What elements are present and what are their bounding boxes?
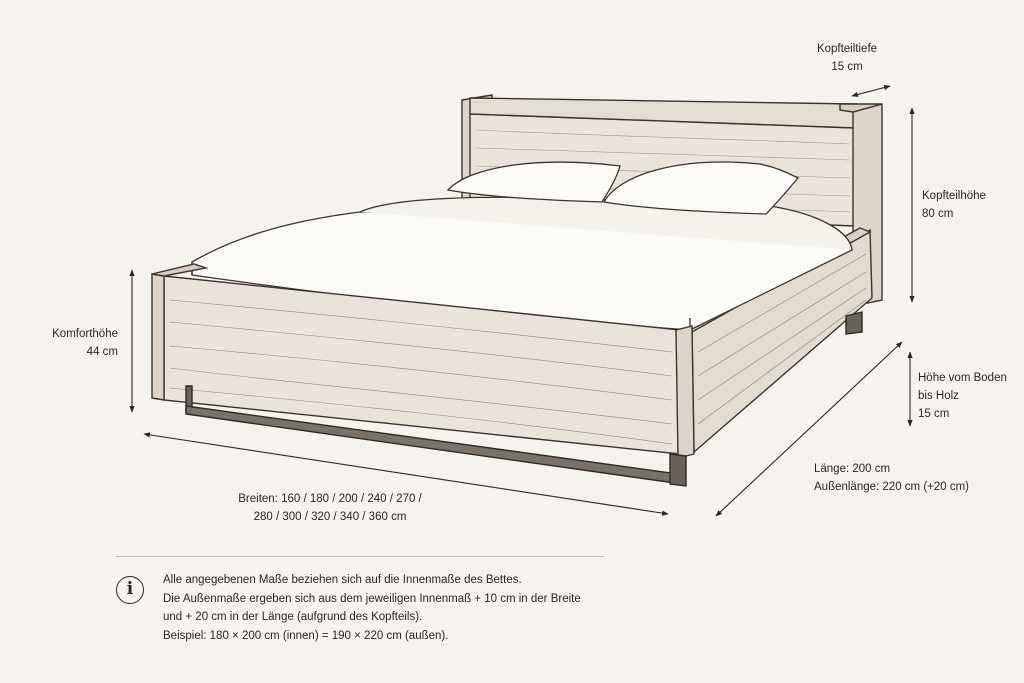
laenge-line2: Außenlänge: 220 cm (+20 cm): [814, 481, 970, 493]
hoehe-boden-value: 15 cm: [918, 408, 950, 420]
info-note: [163, 571, 581, 645]
info-icon: i: [116, 576, 144, 604]
hoehe-boden-line1: Höhe vom Boden: [918, 372, 1007, 384]
breiten-line2: 280 / 300 / 320 / 340 / 360 cm: [253, 511, 407, 523]
note-line: Alle angegebenen Maße beziehen sich auf die Innenmaße des Bettes.: [163, 574, 522, 586]
kopfteilhoehe-title: Kopfteilhöhe: [922, 190, 986, 202]
hoehe-boden-line2: bis Holz: [918, 390, 959, 402]
arrow-kopfteiltiefe: [852, 86, 890, 96]
note-line: und + 20 cm in der Länge (aufgrund des Kopfteils).: [163, 611, 423, 623]
label-kopfteiltiefe: [806, 40, 888, 76]
breiten-line1: Breiten: 160 / 180 / 200 / 240 / 270 /: [238, 493, 422, 505]
divider: [116, 556, 604, 557]
note-line: Beispiel: 180 × 200 cm (innen) = 190 × 220 cm (außen).: [163, 629, 449, 642]
label-komforthoehe: [30, 325, 118, 361]
komforthoehe-value: 44 cm: [86, 346, 118, 358]
kopfteiltiefe-title: Kopfteiltiefe: [816, 43, 878, 55]
label-hoehe-boden: [918, 369, 1007, 423]
note-line: Die Außenmaße ergeben sich aus dem jeweiligen Innenmaß + 10 cm in der Breite: [163, 592, 581, 605]
kopfteilhoehe-value: 80 cm: [922, 208, 954, 220]
komforthoehe-title: Komforthöhe: [52, 328, 118, 340]
label-kopfteilhoehe: [922, 187, 986, 223]
label-laenge: [814, 460, 969, 496]
laenge-line1: Länge: 200 cm: [814, 463, 891, 475]
kopfteiltiefe-value: 15 cm: [831, 61, 863, 73]
label-breiten: [200, 490, 460, 526]
